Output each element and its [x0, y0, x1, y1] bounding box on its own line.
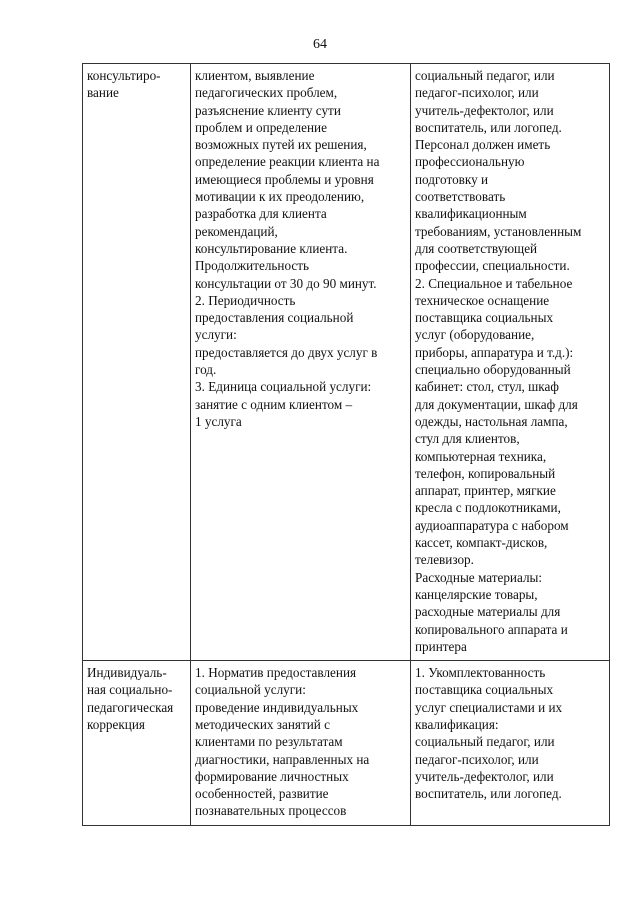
- text-line: техническое оснащение: [415, 292, 550, 308]
- text-line: специально оборудованный: [415, 362, 571, 378]
- text-line: педагогических проблем,: [195, 85, 338, 101]
- service-conditions-cell: [411, 64, 610, 661]
- text-line: услуг (оборудование,: [415, 327, 535, 343]
- text-line: поставщика социальных: [415, 682, 554, 698]
- services-table: [82, 63, 610, 826]
- text-line: определение реакции клиента на: [195, 154, 380, 170]
- text-line: аудиоаппаратура с набором: [415, 517, 569, 533]
- text-line: копировального аппарата и: [415, 621, 568, 637]
- text-line: услуг специалистами и их: [415, 699, 563, 715]
- text-line: познавательных процессов: [195, 803, 347, 819]
- text-line: клиентами по результатам: [195, 734, 343, 750]
- text-line: одежды, настольная лампа,: [415, 413, 568, 429]
- text-line: методических занятий с: [195, 716, 331, 732]
- text-line: рекомендаций,: [195, 223, 278, 239]
- text-line: консультиро-: [87, 68, 161, 83]
- text-line: педагогическая: [87, 699, 174, 715]
- text-line: год.: [195, 362, 217, 378]
- text-line: кабинет: стол, стул, шкаф: [415, 379, 559, 395]
- text-line: диагностики, направленных на: [195, 751, 370, 767]
- text-line: 1 услуга: [195, 413, 242, 429]
- text-line: коррекция: [87, 716, 145, 732]
- text-line: вание: [87, 85, 119, 101]
- text-line: 3. Единица социальной услуги:: [195, 379, 372, 395]
- text-line: стул для клиентов,: [415, 431, 520, 447]
- text-line: 1. Норматив предоставления: [195, 665, 357, 681]
- text-line: кресла с подлокотниками,: [415, 500, 561, 516]
- service-conditions-cell: [411, 661, 610, 826]
- service-standard-cell: [191, 64, 411, 661]
- text-line: 2. Специальное и табельное: [415, 275, 573, 291]
- text-line: телевизор.: [415, 552, 474, 568]
- text-line: Персонал должен иметь: [415, 137, 551, 153]
- text-line: Продолжительность: [195, 258, 310, 274]
- text-line: профессиональную: [415, 154, 525, 170]
- text-line: проблем и определение: [195, 119, 327, 135]
- text-line: подготовку и: [415, 171, 489, 187]
- page-number: 64: [313, 37, 327, 52]
- text-line: социальный педагог, или: [415, 734, 555, 750]
- text-line: соответствовать: [415, 189, 506, 205]
- text-line: формирование личностных: [195, 768, 349, 784]
- text-line: мотивации к их преодолению,: [195, 189, 365, 205]
- text-line: учитель-дефектолог, или: [415, 102, 554, 118]
- text-line: разработка для клиента: [195, 206, 327, 222]
- text-line: педагог-психолог, или: [415, 85, 539, 101]
- text-line: воспитатель, или логопед.: [415, 786, 562, 802]
- text-line: предоставления социальной: [195, 310, 354, 326]
- text-line: клиентом, выявление: [195, 68, 315, 83]
- text-line: имеющиеся проблемы и уровня: [195, 171, 374, 187]
- text-line: возможных путей их решения,: [195, 137, 367, 153]
- text-line: консультирование клиента.: [195, 240, 348, 256]
- text-line: 1. Укомплектованность: [415, 665, 546, 681]
- text-line: ная социально-: [87, 682, 173, 698]
- text-line: расходные материалы для: [415, 604, 561, 620]
- text-line: учитель-дефектолог, или: [415, 768, 554, 784]
- table-row: [83, 64, 610, 661]
- service-standard-cell: [191, 661, 411, 826]
- text-line: услуги:: [195, 327, 237, 343]
- text-line: предоставляется до двух услуг в: [195, 344, 378, 360]
- text-line: разъяснение клиенту сути: [195, 102, 341, 118]
- text-line: квалификация:: [415, 716, 499, 732]
- text-line: телефон, копировальный: [415, 465, 556, 481]
- text-line: для документации, шкаф для: [415, 396, 578, 412]
- text-line: канцелярские товары,: [415, 586, 538, 602]
- text-line: поставщика социальных: [415, 310, 554, 326]
- service-name-cell: [83, 64, 191, 661]
- text-line: педагог-психолог, или: [415, 751, 539, 767]
- text-line: приборы, аппаратура и т.д.):: [415, 344, 574, 360]
- text-line: кассет, компакт-дисков,: [415, 535, 548, 551]
- text-line: занятие с одним клиентом –: [195, 396, 353, 412]
- service-name-cell: [83, 661, 191, 826]
- text-line: принтера: [415, 638, 467, 654]
- text-line: консультации от 30 до 90 минут.: [195, 275, 377, 291]
- text-line: 2. Периодичность: [195, 292, 296, 308]
- text-line: социальной услуги:: [195, 682, 306, 698]
- text-line: Индивидуаль-: [87, 665, 167, 681]
- text-line: воспитатель, или логопед.: [415, 119, 562, 135]
- text-line: профессии, специальности.: [415, 258, 570, 274]
- text-line: компьютерная техника,: [415, 448, 547, 464]
- text-line: для соответствующей: [415, 240, 538, 256]
- text-line: требованиям, установленным: [415, 223, 582, 239]
- text-line: аппарат, принтер, мягкие: [415, 483, 556, 499]
- text-line: Расходные материалы:: [415, 569, 543, 585]
- text-line: квалификационным: [415, 206, 527, 222]
- table-row: [83, 661, 610, 826]
- text-line: проведение индивидуальных: [195, 699, 359, 715]
- text-line: особенностей, развитие: [195, 786, 329, 802]
- text-line: социальный педагог, или: [415, 68, 555, 83]
